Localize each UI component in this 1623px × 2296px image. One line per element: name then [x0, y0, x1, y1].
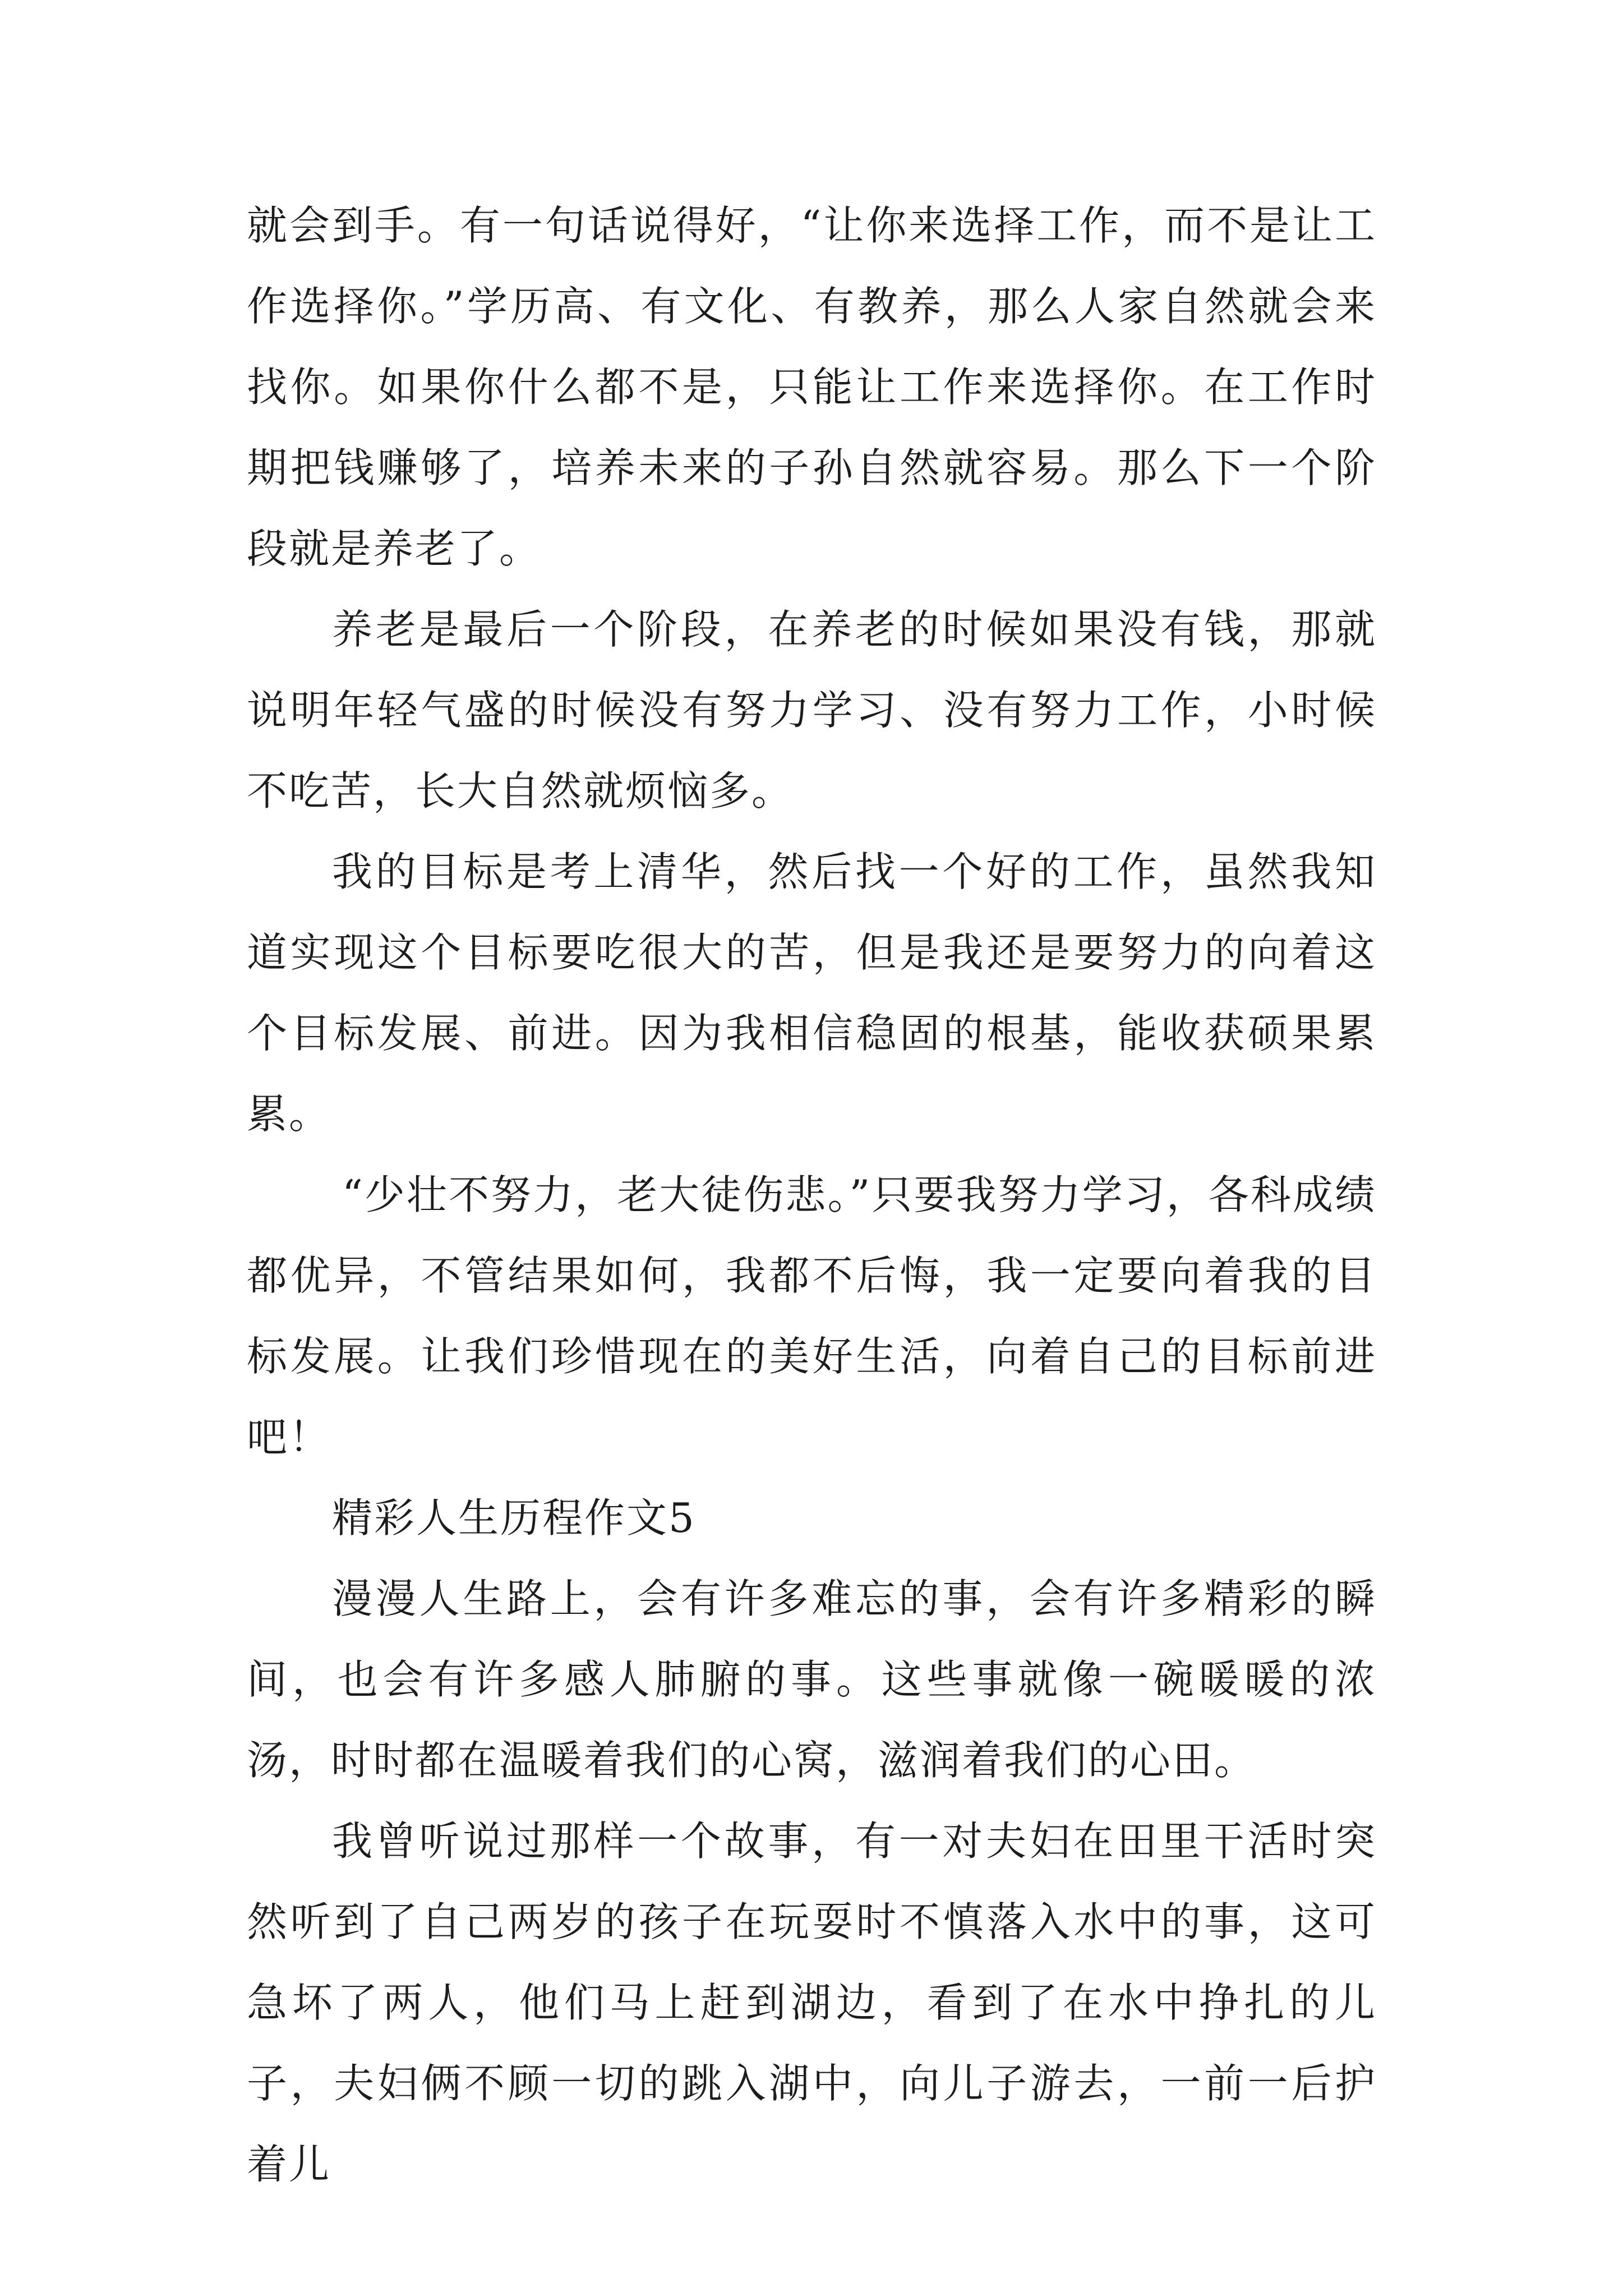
paragraph-6: 我曾听说过那样一个故事，有一对夫妇在田里干活时突然听到了自己两岁的孩子在玩耍时不慎落入水中的事，这可急坏了两人，他们马上赶到湖边，看到了在水中挣扎的儿子，夫妇俩不顾一切的跳入湖中，向儿子游去，一前一后护着儿 [247, 1818, 1377, 2188]
paragraph-5: 漫漫人生路上，会有许多难忘的事，会有许多精彩的瞬间，也会有许多感人肺腑的事。这些事就像一碗暖暖的浓汤，时时都在温暖着我们的心窝，滋润着我们的心田。 [247, 1575, 1377, 1784]
paragraph-4: “少壮不努力，老大徒伤悲。”只要我努力学习，各科成绩都优异，不管结果如何，我都不后悔，我一定要向着我的目标发展。让我们珍惜现在的美好生活，向着自己的目标前进吧！ [247, 1171, 1377, 1461]
section-heading: 精彩人生历程作文5 [332, 1494, 696, 1542]
paragraph-2: 养老是最后一个阶段，在养老的时候如果没有钱，那就说明年轻气盛的时候没有努力学习、没有努力工作，小时候不吃苦，长大自然就烦恼多。 [247, 606, 1377, 815]
document-body [247, 185, 1377, 2205]
paragraph-1: 就会到手。有一句话说得好，“让你来选择工作，而不是让工作选择你。”学历高、有文化、有教养，那么人家自然就会来找你。如果你什么都不是，只能让工作来选择你。在工作时期把钱赚够了，培养未来的子孙自然就容易。那么下一个阶段就是养老了。 [247, 202, 1377, 572]
paragraph-3: 我的目标是考上清华，然后找一个好的工作，虽然我知道实现这个目标要吃很大的苦，但是我还是要努力的向着这个目标发展、前进。因为我相信稳固的根基，能收获硕果累累。 [247, 848, 1377, 1138]
